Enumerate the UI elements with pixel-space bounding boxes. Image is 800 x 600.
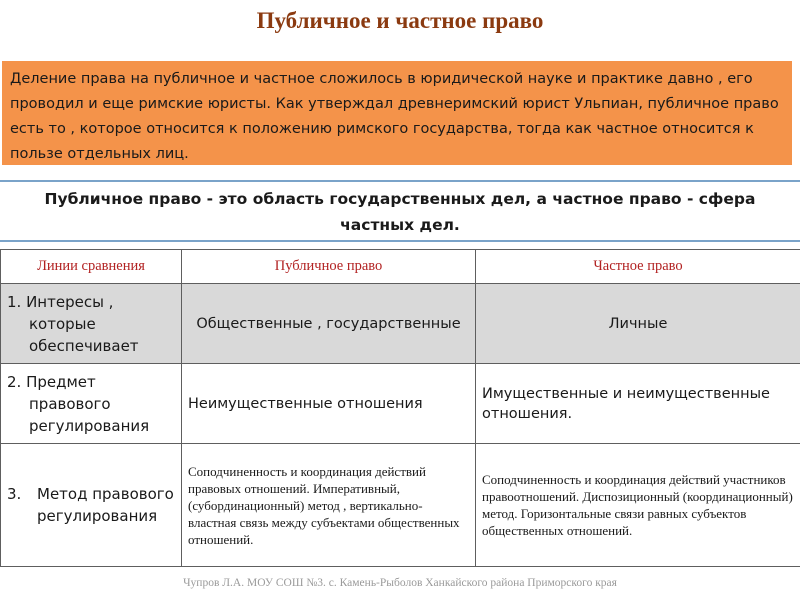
criterion-method	[7, 483, 175, 527]
row-criterion	[1, 284, 182, 364]
criterion-number: 3.	[7, 485, 22, 503]
row-criterion	[1, 444, 182, 567]
header-private-law: Частное право	[476, 250, 800, 284]
table-header-row	[1, 250, 800, 284]
page-title: Публичное и частное право	[256, 8, 544, 33]
header-public-law: Публичное право	[182, 250, 476, 284]
header-criteria: Линии сравнения	[1, 250, 182, 284]
footer-credit: Чупров Л.А. МОУ СОШ №3. с. Камень-Рыболов Ханкайского района Приморского края	[183, 577, 617, 589]
table-row	[1, 364, 800, 444]
table-row	[1, 444, 800, 567]
definition-line-2: частных дел.	[340, 216, 460, 234]
row-private-value: Личные	[476, 284, 800, 364]
criterion-text: 2. Предмет правового регулирования	[7, 372, 150, 435]
row-criterion	[1, 364, 182, 444]
row-private-value: Имущественные и неимущественные отношения.	[476, 364, 800, 444]
criterion-text: Метод правового регулирования	[37, 485, 174, 525]
row-private-value: Соподчиненность и координация действий участников правоотношений. Диспозиционный (координационный) метод. Горизонтальные связи равных субъектов общественных отношений.	[476, 444, 800, 567]
row-public-value: Соподчиненность и координация действий правовых отношений. Императивный, (субординационный) метод , вертикально-властная связь между субъектами общественных отношений.	[182, 444, 476, 567]
row-public-value: Неимущественные отношения	[182, 364, 476, 444]
definition-banner	[0, 180, 800, 242]
intro-paragraph: Деление права на публичное и частное сложилось в юридической науке и практике давно , его проводил и еще римские юристы. Как утверждал древнеримский юрист Ульпиан, публичное право есть то , которое относится к положению римского государства, тогда как частное относится к пользе отдельных лиц.	[2, 61, 792, 165]
criterion-text: 1. Интересы , которые обеспечивает	[7, 292, 139, 355]
row-public-value: Общественные , государственные	[182, 284, 476, 364]
comparison-table	[0, 249, 800, 567]
table-row	[1, 284, 800, 364]
definition-line-1: Публичное право - это область государственных дел, а частное право - сфера	[44, 190, 756, 208]
